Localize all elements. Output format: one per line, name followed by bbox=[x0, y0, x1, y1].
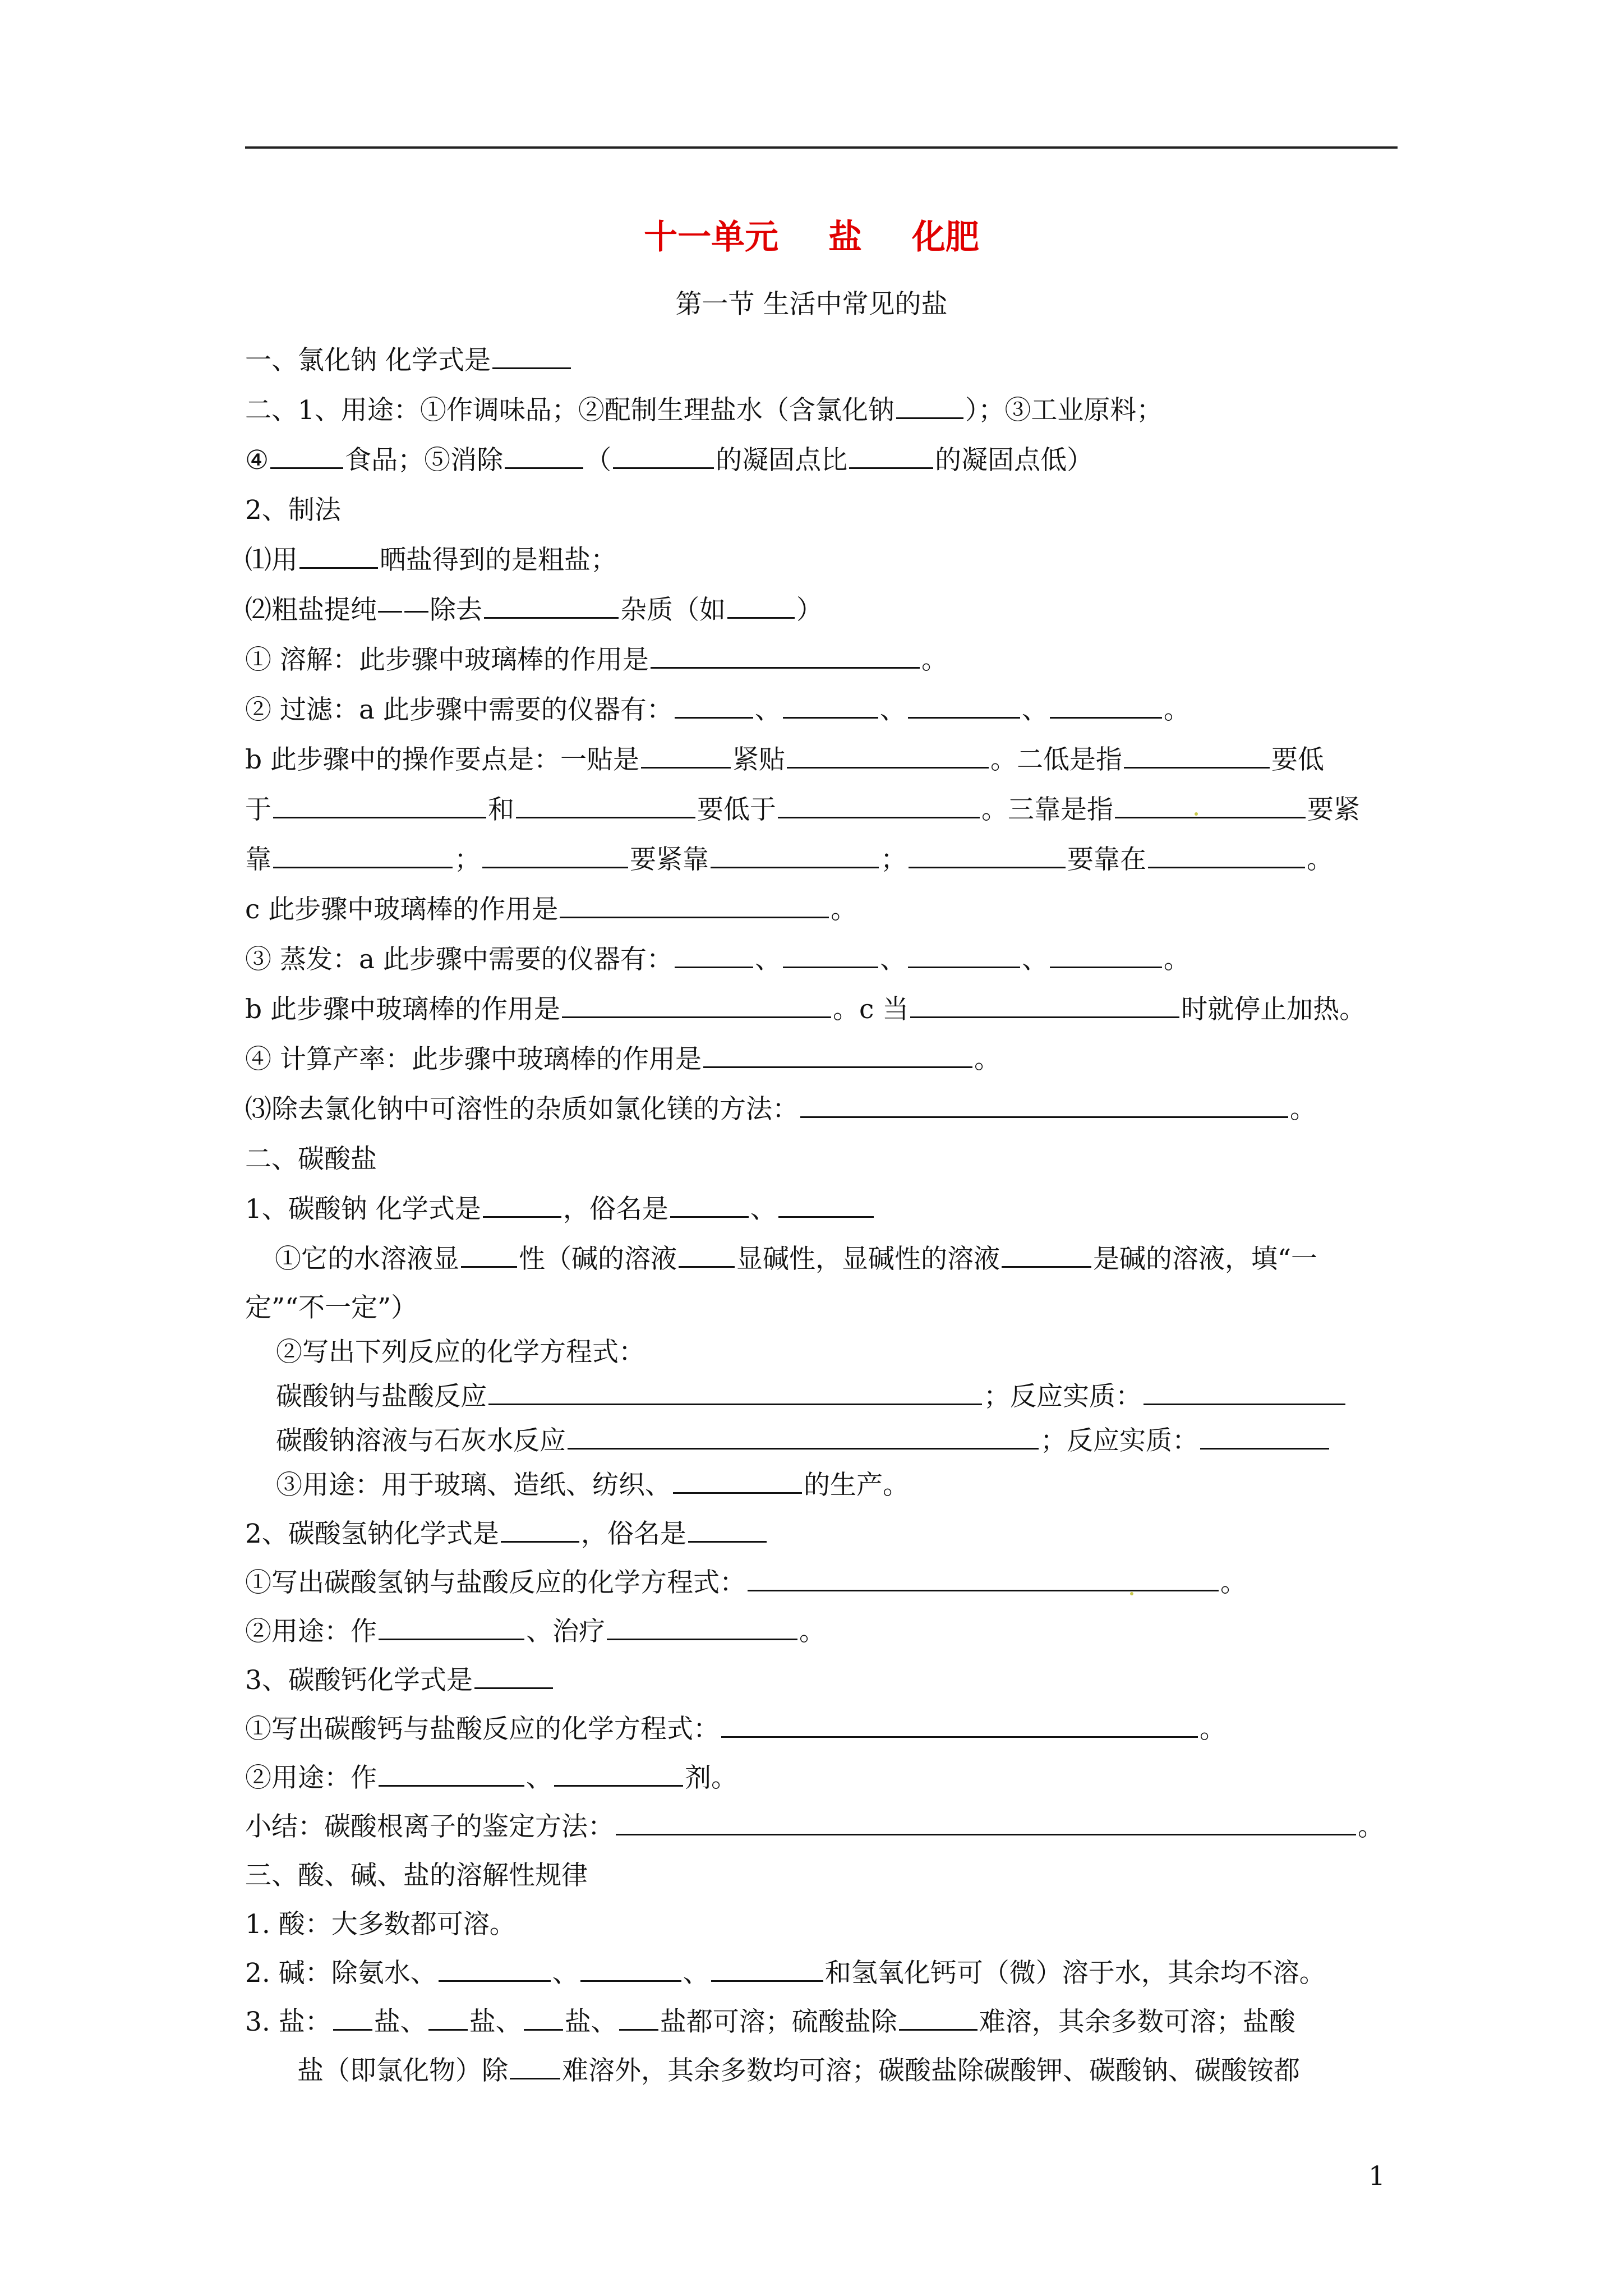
worksheet-line bbox=[245, 1807, 1384, 1847]
worksheet-line bbox=[245, 691, 1190, 730]
line-text: 1、碳酸钠 化学式是 bbox=[245, 1194, 481, 1225]
line-text: 2. 碱：除氨水、 bbox=[245, 1958, 437, 1989]
fill-in-blank[interactable] bbox=[675, 691, 753, 719]
fill-in-blank[interactable] bbox=[484, 591, 619, 619]
fill-in-blank[interactable] bbox=[580, 1954, 681, 1982]
line-text: 二、1、用途：①作调味品；②配制生理盐水（含氯化钠 bbox=[245, 395, 895, 426]
line-text: 要低于 bbox=[697, 794, 776, 825]
line-text: 难溶外，其余多数均可溶；碳酸盐除碳酸钾、碳酸钠、碳酸铵都 bbox=[562, 2055, 1300, 2086]
line-text: b 此步骤中玻璃棒的作用是 bbox=[245, 994, 561, 1025]
line-text: 的凝固点比 bbox=[716, 445, 848, 476]
fill-in-blank[interactable] bbox=[721, 1710, 1198, 1738]
line-text: 杂质（如 bbox=[620, 595, 726, 625]
line-text: 是碱的溶液，填“一 bbox=[1093, 1244, 1318, 1274]
fill-in-blank[interactable] bbox=[783, 940, 878, 968]
line-text: 要紧靠 bbox=[630, 844, 709, 875]
fill-in-blank[interactable] bbox=[428, 2003, 468, 2031]
fill-in-blank[interactable] bbox=[510, 2051, 560, 2079]
line-text: 。 bbox=[831, 894, 857, 925]
fill-in-blank[interactable] bbox=[505, 441, 583, 469]
fill-in-blank[interactable] bbox=[908, 691, 1020, 719]
line-text: 于 bbox=[245, 794, 271, 825]
worksheet-line bbox=[245, 1710, 1226, 1749]
line-text: 、 bbox=[754, 694, 781, 725]
line-text: 时就停止加热。 bbox=[1181, 994, 1366, 1025]
fill-in-blank[interactable] bbox=[1050, 940, 1162, 968]
worksheet-line bbox=[245, 1090, 1316, 1129]
worksheet-line bbox=[245, 591, 823, 630]
line-text: 2、制法 bbox=[245, 495, 341, 526]
worksheet-line bbox=[245, 840, 1333, 880]
line-text: 。 bbox=[974, 1044, 1000, 1075]
worksheet-line bbox=[245, 1905, 516, 1944]
line-text: 碳酸钠与盐酸反应 bbox=[276, 1381, 487, 1412]
line-text: 靠 bbox=[245, 844, 271, 875]
line-text: ①它的水溶液显 bbox=[275, 1244, 459, 1274]
fill-in-blank[interactable] bbox=[560, 890, 829, 918]
fill-in-blank[interactable] bbox=[688, 1515, 767, 1543]
line-text: 和氢氧化钙可（微）溶于水，其余均不溶。 bbox=[824, 1958, 1326, 1989]
line-text: ④ bbox=[245, 445, 269, 476]
fill-in-blank[interactable] bbox=[899, 2003, 978, 2031]
line-text: 的凝固点低） bbox=[935, 445, 1094, 476]
line-text: ； bbox=[880, 844, 907, 875]
line-text: 要紧 bbox=[1307, 794, 1360, 825]
fill-in-blank[interactable] bbox=[270, 441, 343, 469]
fill-in-blank[interactable] bbox=[273, 840, 453, 868]
worksheet-line bbox=[245, 1563, 1247, 1603]
page-title bbox=[0, 212, 1623, 263]
fill-in-blank[interactable] bbox=[673, 1466, 802, 1494]
line-text: 盐、 bbox=[564, 2007, 617, 2037]
worksheet-line bbox=[245, 1140, 377, 1179]
worksheet-line bbox=[245, 1856, 588, 1895]
line-text: 和 bbox=[488, 794, 514, 825]
fill-in-blank[interactable] bbox=[778, 1190, 874, 1218]
fill-in-blank[interactable] bbox=[492, 341, 571, 369]
line-text: 的生产。 bbox=[804, 1470, 909, 1501]
line-text: ①写出碳酸钙与盐酸反应的化学方程式： bbox=[245, 1714, 720, 1745]
fill-in-blank[interactable] bbox=[516, 790, 695, 818]
fill-in-blank[interactable] bbox=[524, 2003, 563, 2031]
fill-in-blank[interactable] bbox=[299, 541, 378, 569]
line-text: 盐都可溶；硫酸盐除 bbox=[660, 2007, 897, 2037]
fill-in-blank[interactable] bbox=[501, 1515, 579, 1543]
line-text: 紧贴 bbox=[732, 744, 786, 775]
title-part: 盐 bbox=[828, 218, 862, 257]
line-text: ⑶除去氯化钠中可溶性的杂质如氯化镁的方法： bbox=[245, 1094, 799, 1125]
line-text: ，俗名是 bbox=[580, 1519, 686, 1549]
worksheet-line bbox=[245, 641, 948, 680]
line-text: 盐（即氯化物）除 bbox=[297, 2055, 508, 2086]
fill-in-blank[interactable] bbox=[613, 441, 714, 469]
fill-in-blank[interactable] bbox=[1050, 691, 1162, 719]
line-text: 、 bbox=[683, 1958, 709, 1989]
line-text: ⑴用 bbox=[245, 545, 298, 576]
worksheet-line bbox=[276, 1466, 909, 1505]
fill-in-blank[interactable] bbox=[909, 840, 1066, 868]
line-text: 盐、 bbox=[374, 2007, 427, 2037]
line-text: 。 bbox=[1163, 944, 1190, 975]
fill-in-blank[interactable] bbox=[1002, 1240, 1091, 1268]
line-text: 性（碱的溶液 bbox=[519, 1244, 677, 1274]
worksheet-line bbox=[275, 1240, 1317, 1279]
line-text: 晒盐得到的是粗盐； bbox=[380, 545, 617, 576]
worksheet-line bbox=[297, 2051, 1300, 2091]
line-text: 、治疗 bbox=[526, 1616, 605, 1647]
fill-in-blank[interactable] bbox=[379, 1759, 524, 1787]
fill-in-blank[interactable] bbox=[711, 1954, 823, 1982]
line-text: 剂。 bbox=[685, 1763, 737, 1793]
worksheet-line bbox=[276, 1333, 645, 1372]
line-text: 碳酸钠溶液与石灰水反应 bbox=[276, 1425, 566, 1456]
title-part: 化肥 bbox=[911, 218, 979, 257]
line-text: 。 bbox=[1200, 1714, 1226, 1745]
fill-in-blank[interactable] bbox=[849, 441, 933, 469]
worksheet-line bbox=[245, 2003, 1295, 2042]
worksheet-line bbox=[245, 1661, 555, 1700]
line-text: 、 bbox=[754, 944, 781, 975]
line-text: 。 bbox=[1220, 1567, 1247, 1598]
fill-in-blank[interactable] bbox=[800, 1090, 1288, 1118]
worksheet-line bbox=[245, 990, 1366, 1029]
worksheet-line bbox=[245, 1289, 417, 1328]
line-text: ③用途：用于玻璃、造纸、纺织、 bbox=[276, 1470, 671, 1501]
fill-in-blank[interactable] bbox=[1144, 1377, 1345, 1405]
fill-in-blank[interactable] bbox=[675, 940, 753, 968]
fill-in-blank[interactable] bbox=[333, 2003, 372, 2031]
fill-in-blank[interactable] bbox=[488, 1377, 982, 1405]
line-text: 、 bbox=[552, 1958, 579, 1989]
fill-in-blank[interactable] bbox=[483, 1190, 561, 1218]
worksheet-line bbox=[245, 391, 1163, 430]
line-text: 三、酸、碱、盐的溶解性规律 bbox=[245, 1860, 588, 1891]
line-text: 、 bbox=[879, 694, 906, 725]
line-text: 3、碳酸钙化学式是 bbox=[245, 1665, 473, 1696]
fill-in-blank[interactable] bbox=[474, 1661, 553, 1689]
line-text: ，俗名是 bbox=[562, 1194, 668, 1225]
fill-in-blank[interactable] bbox=[568, 1421, 1039, 1450]
line-text: 盐、 bbox=[469, 2007, 522, 2037]
line-text: ）；③工业原料； bbox=[965, 395, 1163, 426]
worksheet-line bbox=[245, 1515, 768, 1554]
line-text: ⑵粗盐提纯——除去 bbox=[245, 595, 482, 625]
fill-in-blank[interactable] bbox=[562, 990, 831, 1018]
fill-in-blank[interactable] bbox=[1148, 840, 1305, 868]
line-text: 一、氯化钠 化学式是 bbox=[245, 345, 491, 376]
line-text: 要靠在 bbox=[1067, 844, 1146, 875]
fill-in-blank[interactable] bbox=[1124, 740, 1270, 769]
line-text: 。 bbox=[1358, 1811, 1384, 1842]
line-text: 。 bbox=[1163, 694, 1190, 725]
line-text: 、 bbox=[1021, 944, 1048, 975]
line-text: ③ 蒸发：a 此步骤中需要的仪器有： bbox=[245, 944, 673, 975]
section-subtitle: 第一节 生活中常见的盐 bbox=[675, 289, 948, 320]
line-text: 二、碳酸盐 bbox=[245, 1144, 377, 1175]
worksheet-line bbox=[276, 1377, 1347, 1416]
fill-in-blank[interactable] bbox=[748, 1563, 1219, 1591]
worksheet-line bbox=[245, 740, 1324, 780]
fill-in-blank[interactable] bbox=[703, 1040, 972, 1068]
line-text: 食品；⑤消除 bbox=[345, 445, 504, 476]
line-text: c 此步骤中玻璃棒的作用是 bbox=[245, 894, 559, 925]
line-text: ②写出下列反应的化学方程式： bbox=[276, 1337, 645, 1368]
stray-mark bbox=[1130, 1592, 1133, 1595]
worksheet-line bbox=[245, 491, 341, 530]
line-text: 难溶，其余多数可溶；盐酸 bbox=[979, 2007, 1295, 2037]
line-text: 1. 酸：大多数都可溶。 bbox=[245, 1909, 516, 1940]
line-text: ） bbox=[796, 595, 823, 625]
fill-in-blank[interactable] bbox=[607, 1612, 797, 1640]
line-text: ① 溶解：此步骤中玻璃棒的作用是 bbox=[245, 645, 649, 675]
worksheet-line bbox=[245, 1040, 1000, 1079]
fill-in-blank[interactable] bbox=[787, 740, 989, 769]
line-text: ；反应实质： bbox=[984, 1381, 1142, 1412]
worksheet-line bbox=[245, 1759, 737, 1798]
line-text: 。 bbox=[921, 645, 948, 675]
worksheet-line bbox=[276, 1421, 1331, 1461]
worksheet-line bbox=[245, 1190, 875, 1229]
fill-in-blank[interactable] bbox=[1115, 790, 1306, 818]
fill-in-blank[interactable] bbox=[482, 840, 628, 868]
fill-in-blank[interactable] bbox=[273, 790, 486, 818]
line-text: ② 过滤：a 此步骤中需要的仪器有： bbox=[245, 694, 673, 725]
line-text: 、 bbox=[1021, 694, 1048, 725]
fill-in-blank[interactable] bbox=[908, 940, 1020, 968]
fill-in-blank[interactable] bbox=[679, 1240, 735, 1268]
line-text: b 此步骤中的操作要点是：一贴是 bbox=[245, 744, 640, 775]
line-text: 3. 盐： bbox=[245, 2007, 331, 2037]
fill-in-blank[interactable] bbox=[461, 1240, 517, 1268]
line-text: 。 bbox=[1290, 1094, 1316, 1125]
line-text: 。三靠是指 bbox=[981, 794, 1113, 825]
fill-in-blank[interactable] bbox=[651, 641, 920, 669]
fill-in-blank[interactable] bbox=[1200, 1421, 1329, 1450]
fill-in-blank[interactable] bbox=[778, 790, 980, 818]
fill-in-blank[interactable] bbox=[379, 1612, 524, 1640]
worksheet-line bbox=[245, 790, 1360, 830]
line-text: ；反应实质： bbox=[1040, 1425, 1198, 1456]
line-text: 、 bbox=[879, 944, 906, 975]
worksheet-line bbox=[245, 1612, 826, 1651]
line-text: 显碱性，显碱性的溶液 bbox=[736, 1244, 1000, 1274]
line-text: 。 bbox=[799, 1616, 826, 1647]
fill-in-blank[interactable] bbox=[554, 1759, 683, 1787]
fill-in-blank[interactable] bbox=[616, 1807, 1356, 1835]
line-text: ； bbox=[454, 844, 481, 875]
worksheet-line bbox=[245, 940, 1190, 979]
line-text: ②用途：作 bbox=[245, 1616, 377, 1647]
worksheet-line bbox=[245, 1954, 1326, 1993]
fill-in-blank[interactable] bbox=[727, 591, 795, 619]
fill-in-blank[interactable] bbox=[439, 1954, 551, 1982]
line-text: （ bbox=[585, 445, 612, 476]
fill-in-blank[interactable] bbox=[641, 740, 731, 769]
line-text: 要低 bbox=[1271, 744, 1325, 775]
worksheet-line bbox=[245, 541, 617, 580]
line-text: 、 bbox=[526, 1763, 552, 1793]
fill-in-blank[interactable] bbox=[910, 990, 1179, 1018]
fill-in-blank[interactable] bbox=[619, 2003, 658, 2031]
fill-in-blank[interactable] bbox=[896, 391, 963, 419]
line-text: 小结：碳酸根离子的鉴定方法： bbox=[245, 1811, 614, 1842]
line-text: ①写出碳酸氢钠与盐酸反应的化学方程式： bbox=[245, 1567, 746, 1598]
line-text: 、 bbox=[750, 1194, 777, 1225]
line-text: 定”“不一定”） bbox=[245, 1292, 418, 1323]
fill-in-blank[interactable] bbox=[711, 840, 879, 868]
line-text: 2、碳酸氢钠化学式是 bbox=[245, 1519, 499, 1549]
line-text: 。c 当 bbox=[833, 994, 909, 1025]
line-text: 。二低是指 bbox=[990, 744, 1123, 775]
line-text: ②用途：作 bbox=[245, 1763, 377, 1793]
fill-in-blank[interactable] bbox=[783, 691, 878, 719]
line-text: 。 bbox=[1307, 844, 1333, 875]
worksheet-line bbox=[245, 341, 573, 380]
worksheet-line bbox=[245, 890, 857, 930]
page-number: 1 bbox=[1368, 2161, 1385, 2192]
line-text: ④ 计算产率：此步骤中玻璃棒的作用是 bbox=[245, 1044, 702, 1075]
header-rule bbox=[245, 146, 1398, 149]
title-part: 十一单元 bbox=[644, 218, 779, 257]
worksheet-line bbox=[245, 441, 1093, 480]
fill-in-blank[interactable] bbox=[670, 1190, 749, 1218]
stray-mark bbox=[1195, 812, 1198, 816]
